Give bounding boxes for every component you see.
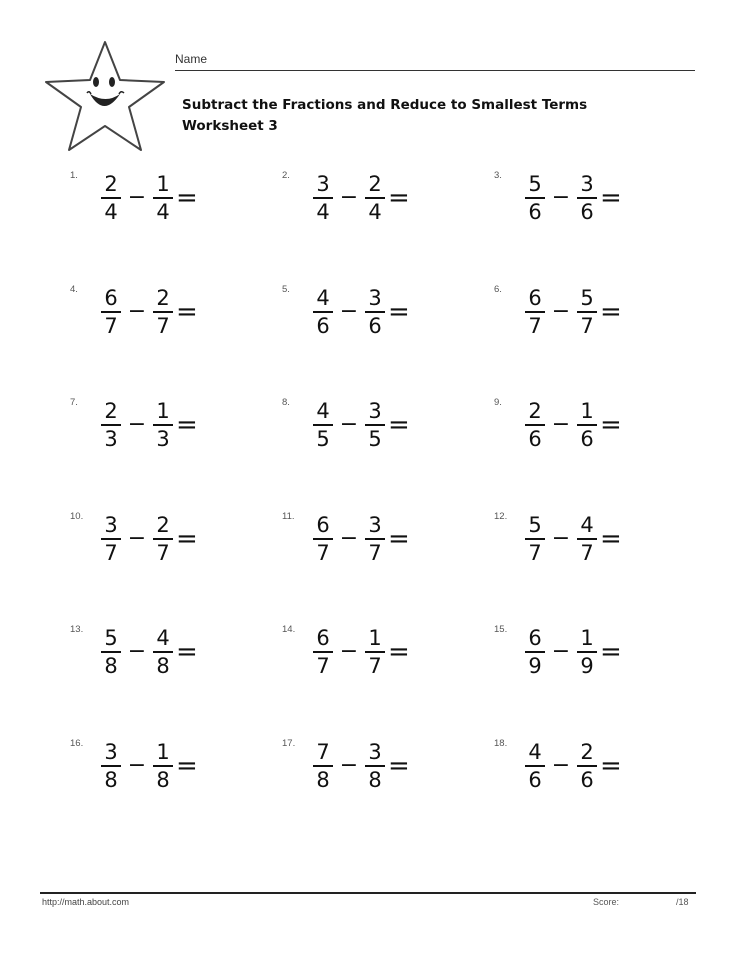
- fraction-minuend: [312, 740, 334, 792]
- problem-5: [282, 282, 494, 396]
- problem-number: 1.: [70, 170, 78, 181]
- equals-sign: =: [388, 183, 410, 213]
- denominator: 6: [528, 200, 542, 224]
- fraction-minuend: [100, 626, 122, 678]
- denominator: 6: [368, 313, 382, 338]
- denominator: 6: [580, 767, 594, 792]
- numerator: 4: [316, 399, 330, 423]
- fraction-expression: [100, 399, 198, 451]
- problem-13: [70, 622, 282, 736]
- minus-sign: −: [127, 185, 147, 210]
- denominator: 3: [156, 427, 170, 451]
- fraction-subtrahend: [364, 740, 386, 792]
- fraction-minuend: [100, 172, 122, 224]
- fraction-expression: [100, 626, 198, 678]
- minus-sign: −: [551, 525, 571, 551]
- denominator: 7: [580, 540, 594, 565]
- denominator: 4: [368, 200, 382, 224]
- fraction-subtrahend: [364, 513, 386, 565]
- denominator: 7: [156, 313, 170, 338]
- fraction-expression: [100, 286, 198, 338]
- problem-number: 13.: [70, 624, 84, 635]
- denominator: 7: [316, 540, 330, 565]
- numerator: 3: [368, 739, 382, 764]
- equals-sign: =: [600, 637, 622, 667]
- denominator: 5: [316, 427, 330, 451]
- denominator: 4: [156, 200, 170, 224]
- fraction-subtrahend: [152, 740, 174, 792]
- problem-17: [282, 736, 494, 850]
- fraction-bar: [525, 765, 545, 767]
- fraction-bar: [313, 651, 333, 653]
- problem-11: [282, 509, 494, 623]
- fraction-expression: [312, 513, 410, 565]
- equals-sign: =: [176, 750, 198, 781]
- fraction-bar: [153, 651, 173, 653]
- fraction-expression: [312, 172, 410, 224]
- fraction-expression: [312, 626, 410, 678]
- fraction-expression: [100, 513, 198, 565]
- denominator: 6: [528, 427, 542, 451]
- fraction-bar: [577, 538, 597, 540]
- numerator: 4: [316, 285, 330, 310]
- minus-sign: −: [551, 185, 571, 210]
- minus-sign: −: [339, 412, 359, 437]
- minus-sign: −: [339, 639, 359, 664]
- equals-sign: =: [176, 296, 198, 327]
- smiling-star-icon: [40, 38, 170, 156]
- fraction-bar: [153, 538, 173, 540]
- fraction-subtrahend: [152, 172, 174, 224]
- problem-9: [494, 395, 690, 509]
- fraction-bar: [153, 311, 173, 313]
- denominator: 5: [368, 427, 382, 451]
- minus-sign: −: [339, 298, 359, 324]
- fraction-minuend: [524, 399, 546, 451]
- problem-7: [70, 395, 282, 509]
- numerator: 1: [368, 626, 382, 650]
- denominator: 7: [368, 540, 382, 565]
- fraction-minuend: [100, 740, 122, 792]
- fraction-expression: [100, 740, 198, 792]
- fraction-bar: [101, 311, 121, 313]
- fraction-expression: [524, 399, 622, 451]
- fraction-expression: [524, 172, 622, 224]
- denominator: 4: [316, 200, 330, 224]
- denominator: 7: [316, 654, 330, 678]
- fraction-bar: [365, 424, 385, 426]
- fraction-minuend: [100, 513, 122, 565]
- numerator: 2: [580, 739, 594, 764]
- fraction-bar: [313, 424, 333, 426]
- footer-url: http://math.about.com: [42, 897, 130, 907]
- fraction-subtrahend: [364, 286, 386, 338]
- fraction-subtrahend: [576, 399, 598, 451]
- numerator: 4: [156, 626, 170, 650]
- problem-number: 14.: [282, 624, 296, 635]
- numerator: 1: [156, 172, 170, 196]
- minus-sign: −: [127, 298, 147, 324]
- problem-16: [70, 736, 282, 850]
- numerator: 6: [316, 512, 330, 537]
- fraction-subtrahend: [152, 286, 174, 338]
- fraction-subtrahend: [152, 626, 174, 678]
- footer-divider: [40, 892, 696, 894]
- fraction-subtrahend: [152, 399, 174, 451]
- fraction-bar: [365, 538, 385, 540]
- problem-number: 17.: [282, 737, 296, 749]
- problem-10: [70, 509, 282, 623]
- fraction-expression: [524, 513, 622, 565]
- numerator: 3: [104, 512, 118, 537]
- problem-2: [282, 168, 494, 282]
- denominator: 6: [580, 200, 594, 224]
- fraction-subtrahend: [576, 740, 598, 792]
- minus-sign: −: [551, 412, 571, 437]
- fraction-subtrahend: [576, 286, 598, 338]
- denominator: 6: [316, 313, 330, 338]
- fraction-bar: [365, 765, 385, 767]
- fraction-bar: [313, 765, 333, 767]
- numerator: 3: [368, 512, 382, 537]
- numerator: 3: [104, 739, 118, 764]
- fraction-bar: [101, 197, 121, 199]
- problem-1: [70, 168, 282, 282]
- title-line-2: Worksheet 3: [182, 118, 278, 134]
- problem-grid: [70, 168, 690, 828]
- numerator: 3: [580, 172, 594, 196]
- minus-sign: −: [127, 525, 147, 551]
- fraction-minuend: [312, 286, 334, 338]
- fraction-bar: [153, 197, 173, 199]
- problem-number: 18.: [494, 737, 508, 749]
- problem-number: 6.: [494, 283, 502, 295]
- denominator: 3: [104, 427, 118, 451]
- denominator: 7: [156, 540, 170, 565]
- fraction-minuend: [524, 740, 546, 792]
- problem-6: [494, 282, 690, 396]
- equals-sign: =: [388, 296, 410, 327]
- fraction-expression: [524, 626, 622, 678]
- denominator: 7: [580, 313, 594, 338]
- equals-sign: =: [600, 296, 622, 327]
- fraction-bar: [525, 424, 545, 426]
- equals-sign: =: [388, 523, 410, 554]
- minus-sign: −: [339, 185, 359, 210]
- numerator: 2: [104, 172, 118, 196]
- fraction-minuend: [312, 399, 334, 451]
- numerator: 3: [368, 399, 382, 423]
- fraction-minuend: [312, 513, 334, 565]
- fraction-subtrahend: [364, 626, 386, 678]
- fraction-bar: [153, 424, 173, 426]
- numerator: 5: [528, 172, 542, 196]
- fraction-minuend: [524, 626, 546, 678]
- name-label: Name: [175, 52, 208, 66]
- fraction-expression: [100, 172, 198, 224]
- numerator: 5: [104, 626, 118, 650]
- fraction-bar: [365, 651, 385, 653]
- denominator: 7: [368, 654, 382, 678]
- fraction-minuend: [524, 513, 546, 565]
- fraction-bar: [365, 311, 385, 313]
- name-field[interactable]: [175, 52, 695, 71]
- title-line-1: Subtract the Fractions and Reduce to Smallest Terms: [182, 97, 588, 113]
- fraction-bar: [313, 311, 333, 313]
- fraction-bar: [525, 651, 545, 653]
- numerator: 2: [104, 399, 118, 423]
- score-total: /18: [676, 897, 689, 907]
- numerator: 2: [368, 172, 382, 196]
- numerator: 6: [316, 626, 330, 650]
- fraction-bar: [525, 197, 545, 199]
- fraction-bar: [577, 651, 597, 653]
- fraction-subtrahend: [152, 513, 174, 565]
- denominator: 6: [580, 427, 594, 451]
- fraction-bar: [525, 538, 545, 540]
- numerator: 5: [528, 512, 542, 537]
- fraction-bar: [365, 197, 385, 199]
- fraction-bar: [577, 765, 597, 767]
- worksheet-title: [182, 95, 682, 137]
- problem-number: 8.: [282, 397, 290, 408]
- fraction-bar: [101, 538, 121, 540]
- numerator: 2: [156, 285, 170, 310]
- numerator: 3: [316, 172, 330, 196]
- fraction-minuend: [524, 286, 546, 338]
- denominator: 4: [104, 200, 118, 224]
- fraction-bar: [153, 765, 173, 767]
- minus-sign: −: [127, 639, 147, 664]
- fraction-bar: [101, 424, 121, 426]
- denominator: 8: [156, 767, 170, 792]
- numerator: 5: [580, 285, 594, 310]
- equals-sign: =: [388, 750, 410, 781]
- denominator: 7: [104, 313, 118, 338]
- minus-sign: −: [551, 752, 571, 778]
- problem-14: [282, 622, 494, 736]
- numerator: 3: [368, 285, 382, 310]
- fraction-subtrahend: [364, 399, 386, 451]
- numerator: 4: [528, 739, 542, 764]
- fraction-bar: [101, 765, 121, 767]
- fraction-subtrahend: [364, 172, 386, 224]
- equals-sign: =: [600, 523, 622, 554]
- equals-sign: =: [600, 183, 622, 213]
- denominator: 8: [156, 654, 170, 678]
- equals-sign: =: [600, 750, 622, 781]
- problem-8: [282, 395, 494, 509]
- equals-sign: =: [600, 410, 622, 440]
- problem-15: [494, 622, 690, 736]
- fraction-bar: [577, 197, 597, 199]
- denominator: 9: [528, 654, 542, 678]
- score-label: Score:: [593, 897, 620, 907]
- problem-number: 12.: [494, 510, 508, 522]
- equals-sign: =: [176, 183, 198, 213]
- fraction-minuend: [100, 399, 122, 451]
- fraction-expression: [524, 286, 622, 338]
- denominator: 7: [104, 540, 118, 565]
- denominator: 8: [368, 767, 382, 792]
- fraction-minuend: [312, 172, 334, 224]
- numerator: 7: [316, 739, 330, 764]
- numerator: 2: [156, 512, 170, 537]
- minus-sign: −: [551, 298, 571, 324]
- fraction-subtrahend: [576, 172, 598, 224]
- problem-number: 11.: [282, 510, 295, 522]
- problem-number: 2.: [282, 170, 290, 181]
- equals-sign: =: [388, 410, 410, 440]
- fraction-minuend: [524, 172, 546, 224]
- fraction-expression: [312, 740, 410, 792]
- minus-sign: −: [339, 752, 359, 778]
- fraction-bar: [525, 311, 545, 313]
- problem-4: [70, 282, 282, 396]
- minus-sign: −: [339, 525, 359, 551]
- numerator: 6: [528, 626, 542, 650]
- minus-sign: −: [127, 412, 147, 437]
- problem-12: [494, 509, 690, 623]
- fraction-minuend: [100, 286, 122, 338]
- denominator: 9: [580, 654, 594, 678]
- numerator: 2: [528, 399, 542, 423]
- minus-sign: −: [551, 639, 571, 664]
- equals-sign: =: [176, 523, 198, 554]
- fraction-expression: [524, 740, 622, 792]
- denominator: 7: [528, 313, 542, 338]
- fraction-bar: [101, 651, 121, 653]
- fraction-expression: [312, 399, 410, 451]
- denominator: 8: [104, 654, 118, 678]
- problem-number: 3.: [494, 170, 502, 181]
- numerator: 1: [156, 399, 170, 423]
- minus-sign: −: [127, 752, 147, 778]
- denominator: 6: [528, 767, 542, 792]
- numerator: 6: [104, 285, 118, 310]
- fraction-bar: [313, 197, 333, 199]
- problem-number: 10.: [70, 510, 84, 522]
- fraction-bar: [313, 538, 333, 540]
- problem-number: 5.: [282, 283, 290, 295]
- equals-sign: =: [176, 410, 198, 440]
- problem-number: 16.: [70, 737, 84, 749]
- denominator: 8: [104, 767, 118, 792]
- numerator: 4: [580, 512, 594, 537]
- problem-number: 15.: [494, 624, 508, 635]
- numerator: 6: [528, 285, 542, 310]
- fraction-subtrahend: [576, 626, 598, 678]
- fraction-minuend: [312, 626, 334, 678]
- denominator: 7: [528, 540, 542, 565]
- equals-sign: =: [176, 637, 198, 667]
- numerator: 1: [156, 739, 170, 764]
- numerator: 1: [580, 399, 594, 423]
- problem-number: 4.: [70, 283, 78, 295]
- fraction-subtrahend: [576, 513, 598, 565]
- fraction-bar: [577, 311, 597, 313]
- fraction-bar: [577, 424, 597, 426]
- numerator: 1: [580, 626, 594, 650]
- problem-number: 9.: [494, 397, 502, 408]
- denominator: 8: [316, 767, 330, 792]
- problem-number: 7.: [70, 397, 78, 408]
- equals-sign: =: [388, 637, 410, 667]
- fraction-expression: [312, 286, 410, 338]
- problem-18: [494, 736, 690, 850]
- problem-3: [494, 168, 690, 282]
